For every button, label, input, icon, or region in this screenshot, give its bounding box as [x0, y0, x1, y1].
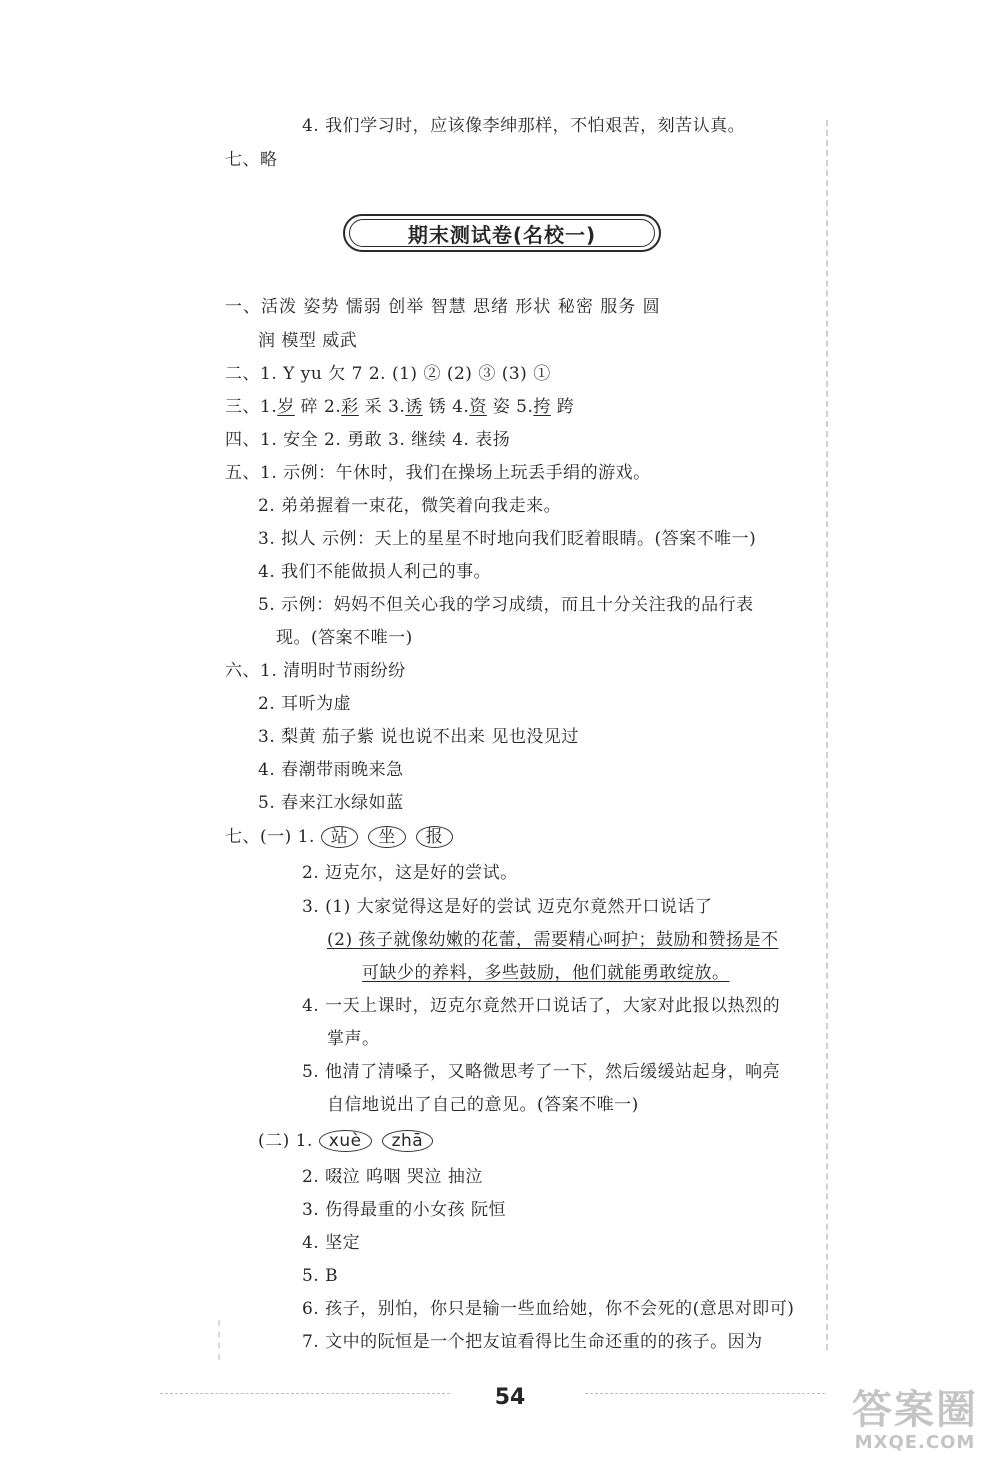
circled-char: 坐	[368, 826, 406, 848]
answer-5-line-1: 五、1. 示例：午休时，我们在操场上玩丢手绢的游戏。	[225, 463, 651, 483]
watermark-logo	[830, 1388, 1000, 1453]
answer-7a-line-5: 可缺少的养料，多些鼓励，他们就能勇敢绽放。	[362, 963, 730, 983]
answer-3-part: 采 3.	[358, 397, 406, 417]
answer-7a-line-9: 自信地说出了自己的意见。(答案不唯一)	[327, 1095, 639, 1115]
circled-pinyin: xuè	[319, 1130, 372, 1152]
answer-5-line-3: 3. 拟人 示例：天上的星星不时地向我们眨着眼睛。(答案不唯一)	[258, 529, 757, 549]
answer-7b-line-3: 3. 伤得最重的小女孩 阮恒	[302, 1200, 507, 1220]
answer-7b-line-6: 6. 孩子，别怕，你只是输一些血给她，你不会死的(意思对即可)	[302, 1299, 795, 1319]
underlined-char: 彩	[341, 397, 359, 417]
answer-7a-line-2: 2. 迈克尔，这是好的尝试。	[302, 863, 518, 883]
answer-7a-line-1	[225, 826, 463, 848]
answer-7a-line-3: 3. (1) 大家觉得这是好的尝试 迈克尔竟然开口说话了	[302, 897, 713, 917]
right-margin-dashed-line	[826, 120, 828, 1350]
underlined-char: 诱	[405, 397, 423, 417]
answer-7a-line-6: 4. 一天上课时，迈克尔竟然开口说话了，大家对此报以热烈的	[302, 996, 781, 1016]
answer-5-line-2: 2. 弟弟握着一束花，微笑着向我走来。	[258, 496, 562, 516]
footer-rule-left	[160, 1393, 450, 1394]
answer-3-part: 锈 4.	[422, 397, 470, 417]
answer-7b-line-5: 5. B	[302, 1266, 339, 1286]
section-title-box	[343, 214, 661, 252]
answer-3-part: 三、1.	[225, 397, 278, 417]
answer-3-part: 跨	[550, 397, 575, 417]
watermark-url: MXQE.COM	[854, 1432, 976, 1453]
answer-7a-line-4: (2) 孩子就像幼嫩的花蕾，需要精心呵护；鼓励和赞扬是不	[327, 930, 779, 950]
underlined-char: 挎	[533, 397, 551, 417]
answer-6-line-3: 3. 梨黄 茄子紫 说也说不出来 见也没见过	[258, 727, 579, 747]
answer-3	[225, 396, 574, 418]
top-answer-line-4: 4. 我们学习时，应该像李绅那样，不怕艰苦，刻苦认真。	[302, 116, 746, 136]
answer-6-line-5: 5. 春来江水绿如蓝	[258, 793, 404, 813]
answer-7b-line-1	[258, 1130, 443, 1152]
left-margin-dashed-line	[218, 1320, 220, 1360]
answer-6-line-1: 六、1. 清明时节雨纷纷	[225, 661, 406, 681]
answer-4: 四、1. 安全 2. 勇敢 3. 继续 4. 表扬	[225, 430, 511, 450]
answer-6-line-4: 4. 春潮带雨晚来急	[258, 760, 404, 780]
answer-7b-prefix: (二) 1.	[258, 1131, 313, 1151]
underlined-char: 资	[469, 397, 487, 417]
answer-7a-line-7: 掌声。	[327, 1029, 380, 1049]
circled-pinyin: zhā	[382, 1130, 434, 1152]
circled-char: 站	[321, 826, 359, 848]
answer-7a-prefix: 七、(一) 1.	[225, 827, 315, 847]
answer-7b-line-4: 4. 坚定	[302, 1233, 361, 1253]
answer-7b-line-7: 7. 文中的阮恒是一个把友谊看得比生命还重的的孩子。因为	[302, 1332, 763, 1352]
answer-5-line-4: 4. 我们不能做损人利己的事。	[258, 562, 492, 582]
answer-3-part: 碎 2.	[294, 397, 342, 417]
page-number: 54	[494, 1385, 526, 1410]
circled-char: 报	[416, 826, 454, 848]
footer-rule-right	[585, 1393, 825, 1394]
answer-5-line-5: 5. 示例：妈妈不但关心我的学习成绩，而且十分关注我的品行表	[258, 595, 754, 615]
answer-7b-line-2: 2. 啜泣 呜咽 哭泣 抽泣	[302, 1167, 483, 1187]
answer-1-line-1: 一、活泼 姿势 懦弱 创举 智慧 思绪 形状 秘密 服务 圆	[225, 297, 661, 317]
answer-2: 二、1. Y yu 欠 7 2. (1) ② (2) ③ (3) ①	[225, 364, 551, 384]
underlined-char: 岁	[277, 397, 295, 417]
watermark-title: 答案圈	[852, 1387, 978, 1433]
answer-5-line-6: 现。(答案不唯一)	[276, 628, 413, 648]
answer-7a-line-8: 5. 他清了清嗓子，又略微思考了一下，然后缓缓站起身，响亮	[302, 1062, 781, 1082]
answer-1-line-2: 润 模型 威武	[258, 331, 358, 351]
section-title: 期末测试卷(名校一)	[407, 222, 597, 247]
answer-6-line-2: 2. 耳听为虚	[258, 694, 352, 714]
top-answer-line-7: 七、略	[225, 150, 278, 170]
answer-3-part: 姿 5.	[486, 397, 534, 417]
